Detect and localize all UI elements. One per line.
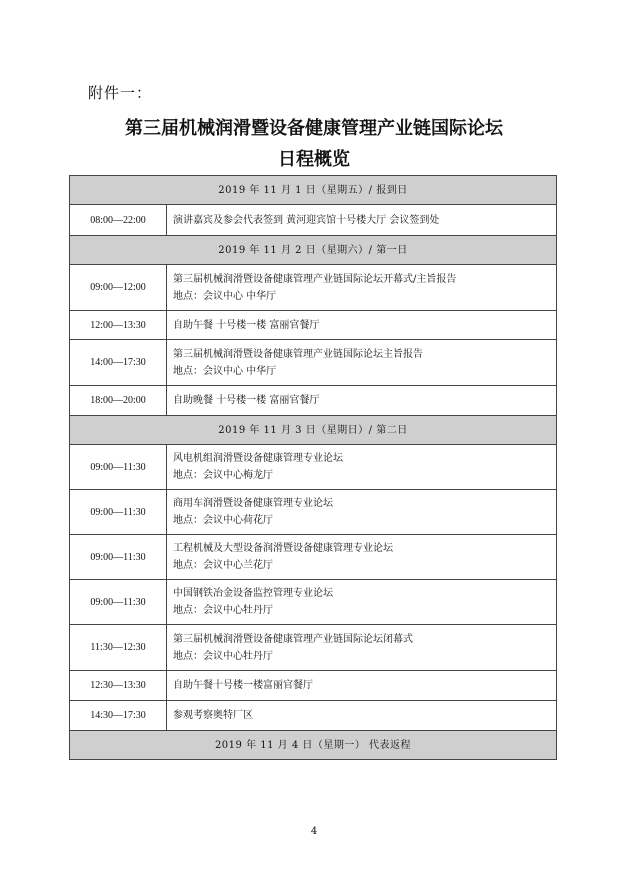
event-title: 中国钢铁冶金设备监控管理专业论坛: [173, 588, 333, 599]
table-row: [70, 701, 557, 731]
event-cell: [167, 265, 557, 311]
time-cell: 12:00—13:30: [70, 311, 167, 340]
event-location: 地点：会议中心 中华厅: [173, 365, 277, 377]
event-title: 参观考察奥特厂区: [173, 710, 253, 721]
time-cell: 12:30—13:30: [70, 671, 167, 701]
time-cell: 09:00—11:30: [70, 445, 167, 490]
time-cell: 18:00—20:00: [70, 386, 167, 416]
time-cell: 09:00—12:00: [70, 265, 167, 311]
event-title: 自助晚餐 十号楼一楼 富丽官餐厅: [173, 395, 320, 406]
table-row: [70, 445, 557, 490]
event-cell: [167, 580, 557, 625]
day-header: 2019 年 11 月 1 日（星期五）/ 报到日: [70, 176, 557, 205]
page-number: 4: [310, 826, 318, 837]
day-header-row: [70, 236, 557, 265]
attachment-label: 附件一：: [88, 84, 153, 102]
table-row: [70, 625, 557, 671]
event-location: 地点：会议中心牡丹厅: [173, 650, 273, 662]
event-title: 第三届机械润滑暨设备健康管理产业链国际论坛主旨报告: [173, 348, 423, 360]
event-cell: [167, 490, 557, 535]
time-cell: 09:00—11:30: [70, 490, 167, 535]
time-cell: 09:00—11:30: [70, 535, 167, 580]
table-row: [70, 311, 557, 340]
event-title: 自助午餐 十号楼一楼 富丽官餐厅: [173, 319, 320, 331]
event-cell: [167, 311, 557, 340]
event-cell: [167, 701, 557, 731]
event-title: 第三届机械润滑暨设备健康管理产业链国际论坛闭幕式: [173, 633, 413, 645]
event-title: 自助午餐十号楼一楼富丽官餐厅: [173, 680, 313, 691]
schedule-table: [69, 175, 557, 760]
event-location: 地点：会议中心荷花厅: [173, 515, 273, 526]
event-location: 地点：会议中心梅龙厅: [173, 470, 273, 481]
event-title: 工程机械及大型设备润滑暨设备健康管理专业论坛: [173, 543, 393, 554]
table-row: [70, 535, 557, 580]
document-subtitle: 日程概览: [278, 149, 350, 170]
table-row: [70, 205, 557, 236]
day-header: 2019 年 11 月 4 日（星期一） 代表返程: [70, 731, 557, 760]
time-cell: 08:00—22:00: [70, 205, 167, 236]
event-location: 地点：会议中心 中华厅: [173, 290, 277, 302]
event-cell: [167, 205, 557, 236]
event-title: 商用车润滑暨设备健康管理专业论坛: [173, 498, 333, 509]
table-row: [70, 265, 557, 311]
event-cell: [167, 340, 557, 386]
table-row: [70, 340, 557, 386]
day-header-row: [70, 416, 557, 445]
table-row: [70, 671, 557, 701]
document-title: 第三届机械润滑暨设备健康管理产业链国际论坛: [125, 118, 503, 139]
event-cell: [167, 386, 557, 416]
day-header: 2019 年 11 月 3 日（星期日）/ 第二日: [70, 416, 557, 445]
event-cell: [167, 625, 557, 671]
day-header: 2019 年 11 月 2 日（星期六）/ 第一日: [70, 236, 557, 265]
event-cell: [167, 445, 557, 490]
day-header-row: [70, 731, 557, 760]
day-header-row: [70, 176, 557, 205]
table-row: [70, 490, 557, 535]
event-title: 风电机组润滑暨设备健康管理专业论坛: [173, 453, 343, 464]
event-cell: [167, 535, 557, 580]
time-cell: 14:30—17:30: [70, 701, 167, 731]
table-row: [70, 386, 557, 416]
time-cell: 11:30—12:30: [70, 625, 167, 671]
time-cell: 14:00—17:30: [70, 340, 167, 386]
event-title: 演讲嘉宾及参会代表签到 黄河迎宾馆十号楼大厅 会议签到处: [173, 214, 440, 226]
table-row: [70, 580, 557, 625]
time-cell: 09:00—11:30: [70, 580, 167, 625]
event-location: 地点：会议中心牡丹厅: [173, 605, 273, 616]
event-location: 地点：会议中心兰花厅: [173, 560, 273, 571]
event-title: 第三届机械润滑暨设备健康管理产业链国际论坛开幕式/主旨报告: [173, 273, 457, 285]
event-cell: [167, 671, 557, 701]
